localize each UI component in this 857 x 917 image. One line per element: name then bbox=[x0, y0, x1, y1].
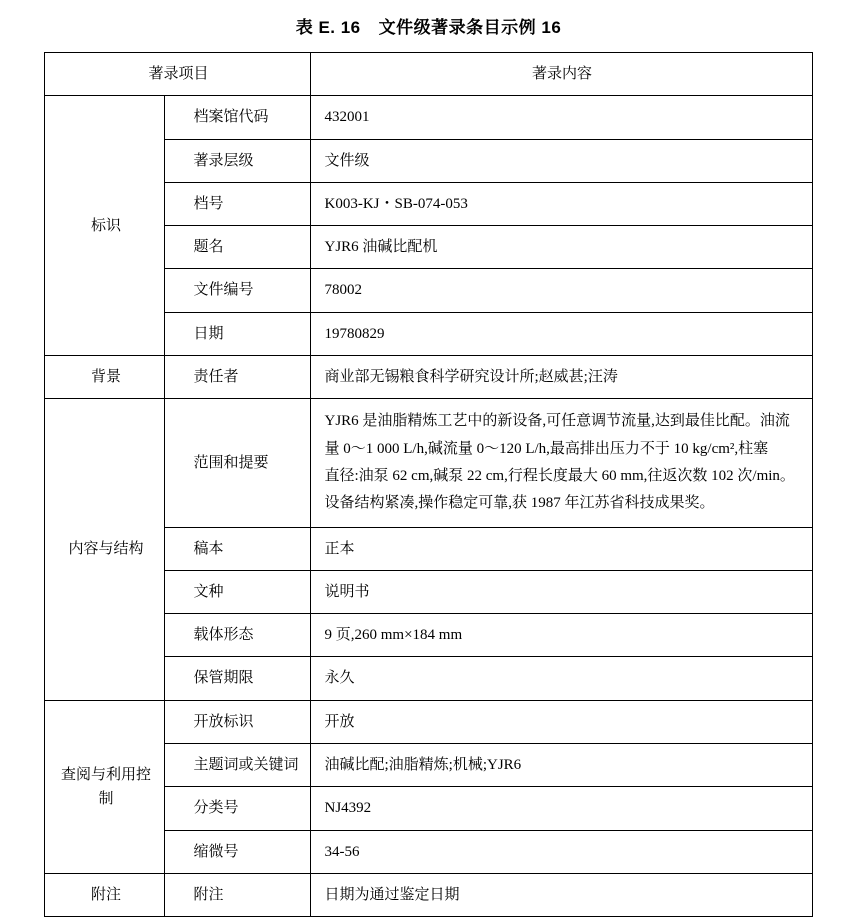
row-value: 永久 bbox=[310, 657, 812, 700]
group-label-background: 背景 bbox=[45, 356, 165, 399]
row-value: 正本 bbox=[310, 527, 812, 570]
header-cell-item: 著录项目 bbox=[45, 53, 310, 96]
row-label: 主题词或关键词 bbox=[165, 744, 310, 787]
group-label-notes: 附注 bbox=[45, 873, 165, 916]
group-label-identity: 标识 bbox=[45, 96, 165, 356]
row-value: YJR6 油碱比配机 bbox=[310, 226, 812, 269]
row-label: 附注 bbox=[165, 873, 310, 916]
row-label: 题名 bbox=[165, 226, 310, 269]
row-value: 说明书 bbox=[310, 570, 812, 613]
row-value-paragraph bbox=[310, 399, 812, 527]
row-value: NJ4392 bbox=[310, 787, 812, 830]
caption-number: 表 E. 16 bbox=[295, 18, 361, 37]
row-label: 分类号 bbox=[165, 787, 310, 830]
table-row bbox=[45, 399, 812, 527]
table-row bbox=[45, 356, 812, 399]
row-label: 档案馆代码 bbox=[165, 96, 310, 139]
row-value: 9 页,260 mm×184 mm bbox=[310, 614, 812, 657]
row-value: K003-KJ・SB-074-053 bbox=[310, 182, 812, 225]
row-value: 开放 bbox=[310, 700, 812, 743]
row-label: 文种 bbox=[165, 570, 310, 613]
group-label-access-control: 查阅与利用控制 bbox=[45, 700, 165, 873]
table-caption bbox=[0, 0, 857, 52]
group-label-content-structure: 内容与结构 bbox=[45, 399, 165, 700]
row-label: 载体形态 bbox=[165, 614, 310, 657]
row-label: 文件编号 bbox=[165, 269, 310, 312]
table-row bbox=[45, 700, 812, 743]
row-value: 商业部无锡粮食科学研究设计所;赵威甚;汪涛 bbox=[310, 356, 812, 399]
row-value: 油碱比配;油脂精炼;机械;YJR6 bbox=[310, 744, 812, 787]
table-row bbox=[45, 96, 812, 139]
row-value: 日期为通过鉴定日期 bbox=[310, 873, 812, 916]
row-value: 19780829 bbox=[310, 312, 812, 355]
row-label: 稿本 bbox=[165, 527, 310, 570]
row-value: 78002 bbox=[310, 269, 812, 312]
row-label: 日期 bbox=[165, 312, 310, 355]
row-value: 文件级 bbox=[310, 139, 812, 182]
row-label: 开放标识 bbox=[165, 700, 310, 743]
row-label: 责任者 bbox=[165, 356, 310, 399]
row-label: 缩微号 bbox=[165, 830, 310, 873]
table-header-row bbox=[45, 53, 812, 96]
row-value: 432001 bbox=[310, 96, 812, 139]
row-label: 档号 bbox=[165, 182, 310, 225]
row-label: 著录层级 bbox=[165, 139, 310, 182]
row-label: 保管期限 bbox=[165, 657, 310, 700]
caption-title: 文件级著录条目示例 16 bbox=[378, 18, 562, 37]
table-row bbox=[45, 873, 812, 916]
scope-and-content-paragraph: YJR6 是油脂精炼工艺中的新设备,可任意调节流量,达到最佳比配。油流 量 0～1 000 L/h,碱流量 0～120 L/h,最高排出压力不于 10 kg/cm²,柱塞 直径:油泵 62 cm,碱泵 22 cm,行程长度最大 60 mm,往返次数 102 次/min。 设备结构紧凑,操作稳定可靠,获 1987 年江苏省科技成果奖。 bbox=[324, 413, 795, 512]
row-label: 范围和提要 bbox=[165, 399, 310, 527]
header-cell-content: 著录内容 bbox=[310, 53, 812, 96]
archival-description-table bbox=[44, 52, 812, 917]
row-value: 34-56 bbox=[310, 830, 812, 873]
